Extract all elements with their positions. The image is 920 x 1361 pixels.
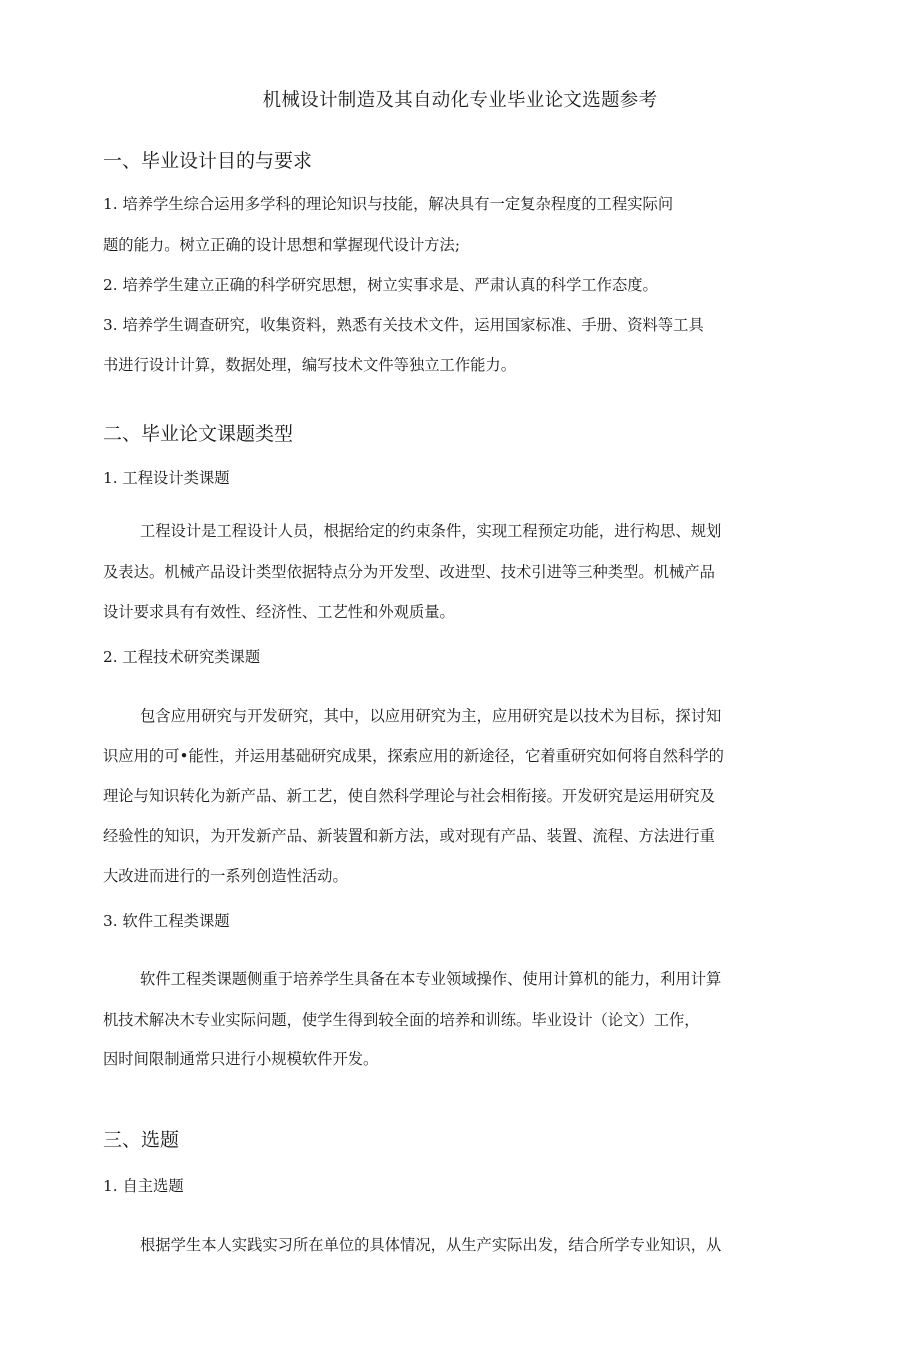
section-2-item-3-line: 机技术解决木专业实际问题，使学生得到较全面的培养和训练。毕业设计（论文）工作， [103,1011,700,1029]
section-2-item-2-label: 2. 工程技术研究类课题 [103,648,261,666]
section-2-item-2-line: 包含应用研究与开发研究，其中，以应用研究为主，应用研究是以技术为目标，探讨知 [140,707,722,725]
section-1-line: 2. 培养学生建立正确的科学研究思想，树立实事求是、严肃认真的科学工作态度。 [103,276,658,294]
section-2-item-1-line: 及表达。机械产品设计类型依据特点分为开发型、改进型、技术引进等三种类型。机械产品 [103,563,715,581]
section-3-item-1-label: 1. 自主选题 [103,1177,184,1195]
section-1-line: 题的能力。树立正确的设计思想和掌握现代设计方法; [103,236,460,254]
section-3-item-1-line: 根据学生本人实践实习所在单位的具体情况，从生产实际出发，结合所学专业知识，从 [140,1236,722,1254]
section-2-item-1-line: 设计要求具有有效性、经济性、工艺性和外观质量。 [103,603,455,621]
section-3-heading: 三、选题 [103,1129,180,1151]
section-2-item-1-label: 1. 工程设计类课题 [103,469,230,487]
section-2-item-2-line: 识应用的可•能性，并运用基础研究成果，探索应用的新途径，它着重研究如何将自然科学的 [103,747,724,765]
section-2-item-2-line: 大改进而进行的一系列创造性活动。 [103,867,348,885]
section-2-item-2-line: 理论与知识转化为新产品、新工艺，使自然科学理论与社会相衔接。开发研究是运用研究及 [103,787,715,805]
section-2-heading: 二、毕业论文课题类型 [103,423,294,445]
section-2-item-3-line: 因时间限制通常只进行小规模软件开发。 [103,1050,379,1068]
section-1-line: 1. 培养学生综合运用多学科的理论知识与技能，解决具有一定复杂程度的工程实际问 [103,195,674,213]
section-1-line: 书进行设计计算，数据处理，编写技术文件等独立工作能力。 [103,356,517,374]
section-2-item-1-line: 工程设计是工程设计人员，根据给定的约束条件，实现工程预定功能，进行构思、规划 [140,522,722,540]
section-1-line: 3. 培养学生调查研究，收集资料，熟悉有关技术文件，运用国家标准、手册、资料等工具 [103,316,704,334]
section-2-item-3-line: 软件工程类课题侧重于培养学生具备在本专业领域操作、使用计算机的能力，利用计算 [140,970,722,988]
document-title: 机械设计制造及其自动化专业毕业论文选题参考 [262,90,658,111]
section-1-heading: 一、毕业设计目的与要求 [103,150,313,172]
section-2-item-3-label: 3. 软件工程类课题 [103,912,230,930]
section-2-item-2-line: 经验性的知识，为开发新产品、新装置和新方法，或对现有产品、装置、流程、方法进行重 [103,827,715,845]
